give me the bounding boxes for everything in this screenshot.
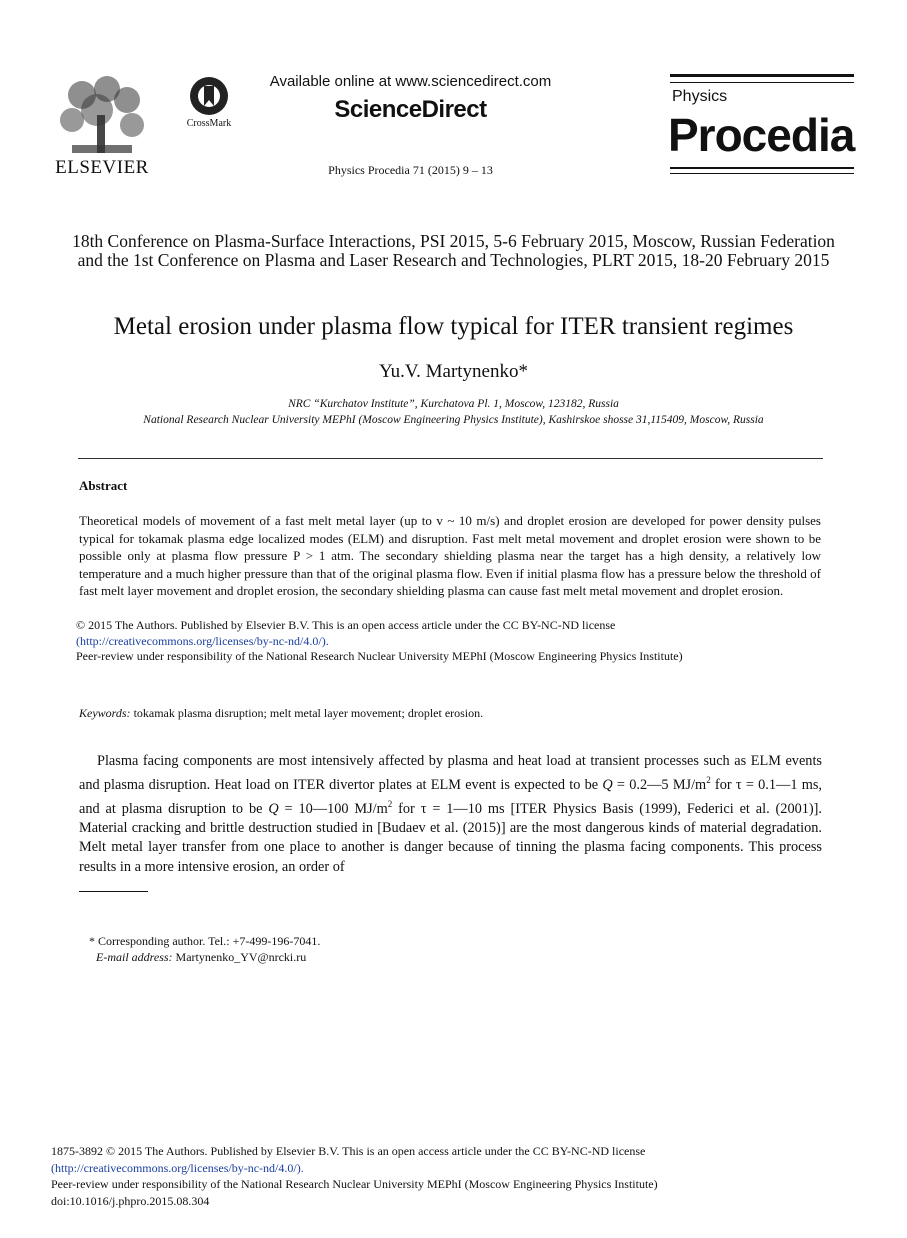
journal-logo-rule	[670, 74, 854, 77]
footer-license-link[interactable]: (http://creativecommons.org/licenses/by-nc-nd/4.0/).	[51, 1160, 304, 1175]
license-link[interactable]: (http://creativecommons.org/licenses/by-nc-nd/4.0/).	[76, 634, 329, 648]
conference-line: 18th Conference on Plasma-Surface Interactions, PSI 2015, 5-6 February 2015, Moscow, Russian Federation and the 1st Conference on Plasma and Laser Research and Technologies, PLRT 2015, 18-20 February 2015	[72, 231, 835, 270]
keywords	[79, 706, 821, 721]
section-divider	[78, 458, 823, 459]
paper-title: Metal erosion under plasma flow typical for ITER transient regimes	[113, 313, 794, 340]
email-line: E-mail address: Martynenko_YV@nrcki.ru	[96, 950, 307, 964]
abstract-text: Theoretical models of movement of a fast melt metal layer (up to v ~ 10 m/s) and droplet erosion are developed for power density pulses typical for tokamak plasma edge localized modes (ELM) and disruption. Fast melt metal movement and droplet erosion were shown to be possible only at plasma flow pressure P > 1 atm. The secondary shielding plasma near the target has a high density, a relatively low temperature and a much higher pressure than that of the original plasma flow. Even if initial plasma flow has a pressure below the threshold of fast melt layer movement and droplet erosion, the secondary shielding plasma can cause fast melt metal movement and droplet erosion.	[79, 513, 821, 599]
keywords-label: Keywords:	[79, 706, 131, 720]
journal-logo-procedia: Procedia	[668, 109, 855, 161]
corresponding-author: * Corresponding author. Tel.: +7-499-196-7041.	[89, 934, 321, 948]
author: Yu.V. Martynenko*	[378, 361, 528, 382]
page-footer	[51, 1143, 851, 1209]
peer-review-note: Peer-review under responsibility of the National Research Nuclear University MEPhI (Moscow Engineering Physics Institute)	[76, 649, 683, 663]
copyright-text: © 2015 The Authors. Published by Elsevier B.V. This is an open access article under the CC BY-NC-ND license	[76, 618, 616, 632]
affiliation: National Research Nuclear University MEPhI (Moscow Engineering Physics Institute), Kashirskoe shosse 31,115409, Moscow, Russia	[143, 414, 764, 426]
abstract-heading: Abstract	[79, 478, 128, 493]
footer-peer-review: Peer-review under responsibility of the National Research Nuclear University MEPhI (Moscow Engineering Physics Institute)	[51, 1177, 658, 1191]
elsevier-wordmark: ELSEVIER	[55, 157, 149, 178]
journal-logo-physics: Physics	[672, 88, 728, 105]
journal-logo-rule	[670, 173, 854, 174]
affiliation: NRC “Kurchatov Institute”, Kurchatova Pl. 1, Moscow, 123182, Russia	[288, 398, 619, 410]
available-online: Available online at www.sciencedirect.com	[269, 73, 552, 90]
sciencedirect-logo[interactable]: ScienceDirect	[334, 96, 487, 123]
footnote-rule	[79, 891, 148, 892]
journal-citation: Physics Procedia 71 (2015) 9 – 13	[328, 163, 493, 177]
crossmark-label: CrossMark	[186, 118, 232, 129]
body-paragraph: Plasma facing components are most intensively affected by plasma and heat load at transient processes such as ELM events and plasma disruption. Heat load on ITER divertor plates at ELM event is expected to be Q = 0.2—5 $MJ/m^2$ for τ = 0.1—1 ms, and at plasma disruption to be Q = 10—100 $MJ/m^2$ for τ = 1—10 ms [ITER Physics Basis (1999), Federici et al. (2001)]. Material cracking and brittle destruction studied in [Budaev et al. (2015)] are the most dangerous kinds of material degradation. Melt metal layer transfer from one place to another is danger because of tinning the plasma facing components. This process results in a more intensive erosion, an order of	[79, 753, 822, 875]
email-address[interactable]: Martynenko_YV@nrcki.ru	[172, 950, 307, 964]
keywords-text: tokamak plasma disruption; melt metal layer movement; droplet erosion.	[130, 706, 484, 720]
journal-logo-rule	[670, 167, 854, 169]
journal-logo-rule	[670, 82, 854, 83]
doi[interactable]: doi:10.1016/j.phpro.2015.08.304	[51, 1193, 210, 1208]
issn-copyright: 1875-3892 © 2015 The Authors. Published by Elsevier B.V. This is an open access article under the CC BY-NC-ND license	[51, 1144, 646, 1158]
copyright-notice	[76, 617, 826, 649]
